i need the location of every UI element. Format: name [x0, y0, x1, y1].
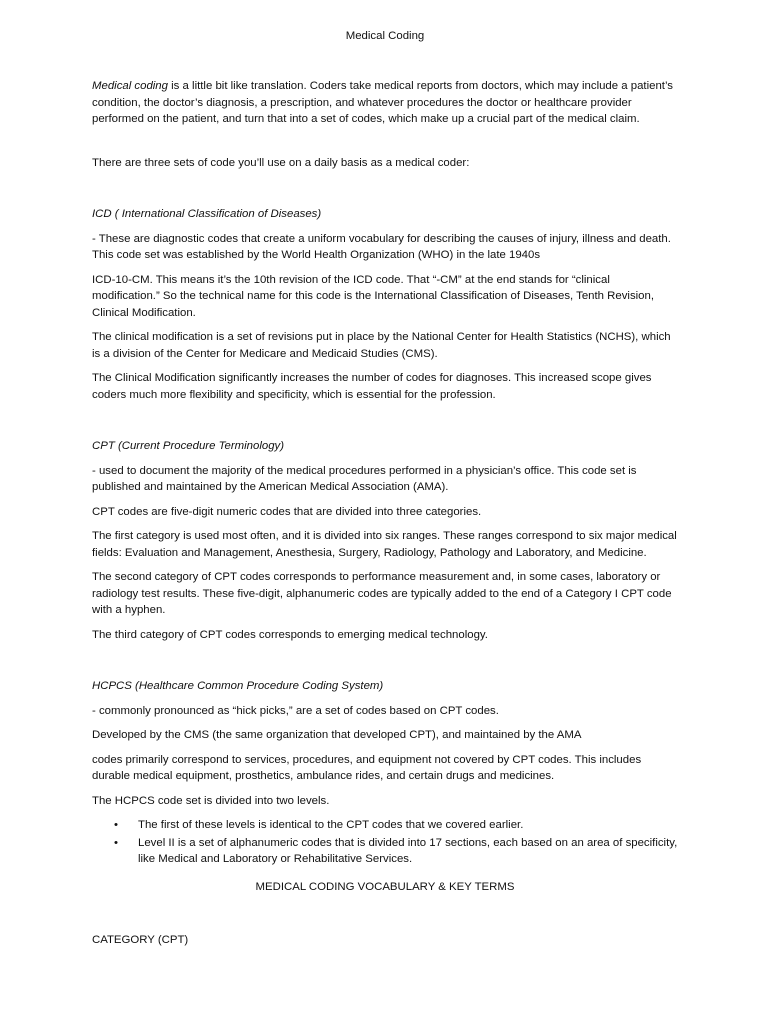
hcpcs-paragraph: codes primarily correspond to services, procedures, and equipment not covered by CPT codes. This includes durable medical equipment, prosthetics, ambulance rides, and certain drugs and medicines. — [92, 753, 642, 782]
icd-paragraph: ICD-10-CM. This means it’s the 10th revision of the ICD code. That “-CM” at the end stands for “clinical modification.” So the technical name for this code is the International Classification of Diseases, Tenth Revision, Clinical Modification. — [92, 273, 655, 319]
hcpcs-paragraph: The HCPCS code set is divided into two levels. — [92, 794, 330, 807]
cpt-heading: CPT (Current Procedure Terminology) — [92, 440, 285, 452]
vocabulary-heading: MEDICAL CODING VOCABULARY & KEY TERMS — [255, 880, 515, 893]
icd-paragraph: - These are diagnostic codes that create a uniform vocabulary for describing the causes of injury, illness and death. This code set was established by the World Health Organization (WHO) in the late 1940s — [92, 232, 671, 261]
list-item — [92, 817, 678, 834]
list-item-text: The first of these levels is identical to the CPT codes that we covered earlier. — [138, 819, 524, 831]
cpt-paragraph: The first category is used most often, and it is divided into six ranges. These ranges correspond to six major medical fields: Evaluation and Management, Anesthesia, Surgery, Radiology, Pathology and Laboratory, and Medicine. — [92, 530, 677, 559]
three-sets-paragraph: There are three sets of code you’ll use on a daily basis as a medical coder: — [92, 156, 470, 169]
bullet-icon: • — [114, 836, 118, 849]
hcpcs-heading: HCPCS (Healthcare Common Procedure Coding System) — [92, 680, 384, 692]
intro-lead-term: Medical coding — [92, 80, 168, 92]
icd-paragraph: The clinical modification is a set of revisions put in place by the National Center for Health Statistics (NCHS), which is a division of the Center for Medicare and Medicaid Studies (CMS). — [92, 331, 671, 360]
hcpcs-paragraph: Developed by the CMS (the same organization that developed CPT), and maintained by the AMA — [92, 729, 582, 741]
intro-text: is a little bit like translation. Coders take medical reports from doctors, which may include a patient’s condition, the doctor’s diagnosis, a prescription, and whatever procedures the doctor or healthcare provider performed on the patient, and turn that into a set of codes, which make up a crucial part of the medical claim. — [92, 80, 673, 125]
cpt-paragraph: - used to document the majority of the medical procedures performed in a physician’s office. This code set is published and maintained by the American Medical Association (AMA). — [92, 464, 637, 493]
icd-heading: ICD ( International Classification of Diseases) — [92, 208, 322, 220]
category-heading: CATEGORY (CPT) — [92, 934, 189, 946]
cpt-paragraph: CPT codes are five-digit numeric codes that are divided into three categories. — [92, 505, 482, 518]
hcpcs-levels-list — [92, 817, 678, 868]
cpt-paragraph: The second category of CPT codes corresponds to performance measurement and, in some cases, laboratory or radiology test results. These five-digit, alphanumeric codes are typically added to the end of a Category I CPT code with a hyphen. — [92, 571, 672, 616]
cpt-paragraph: The third category of CPT codes corresponds to emerging medical technology. — [92, 628, 488, 641]
intro-paragraph — [92, 78, 678, 128]
list-item — [92, 835, 678, 868]
bullet-icon: • — [114, 819, 118, 831]
icd-paragraph: The Clinical Modification significantly increases the number of codes for diagnoses. This increased scope gives coders much more flexibility and specificity, which is essential for the profession. — [92, 372, 652, 401]
document-title: Medical Coding — [345, 30, 425, 42]
list-item-text: Level II is a set of alphanumeric codes that is divided into 17 sections, each based on an area of specificity, like Medical and Laboratory or Rehabilitative Services. — [138, 836, 678, 865]
hcpcs-paragraph: - commonly pronounced as “hick picks,” are a set of codes based on CPT codes. — [92, 704, 499, 717]
